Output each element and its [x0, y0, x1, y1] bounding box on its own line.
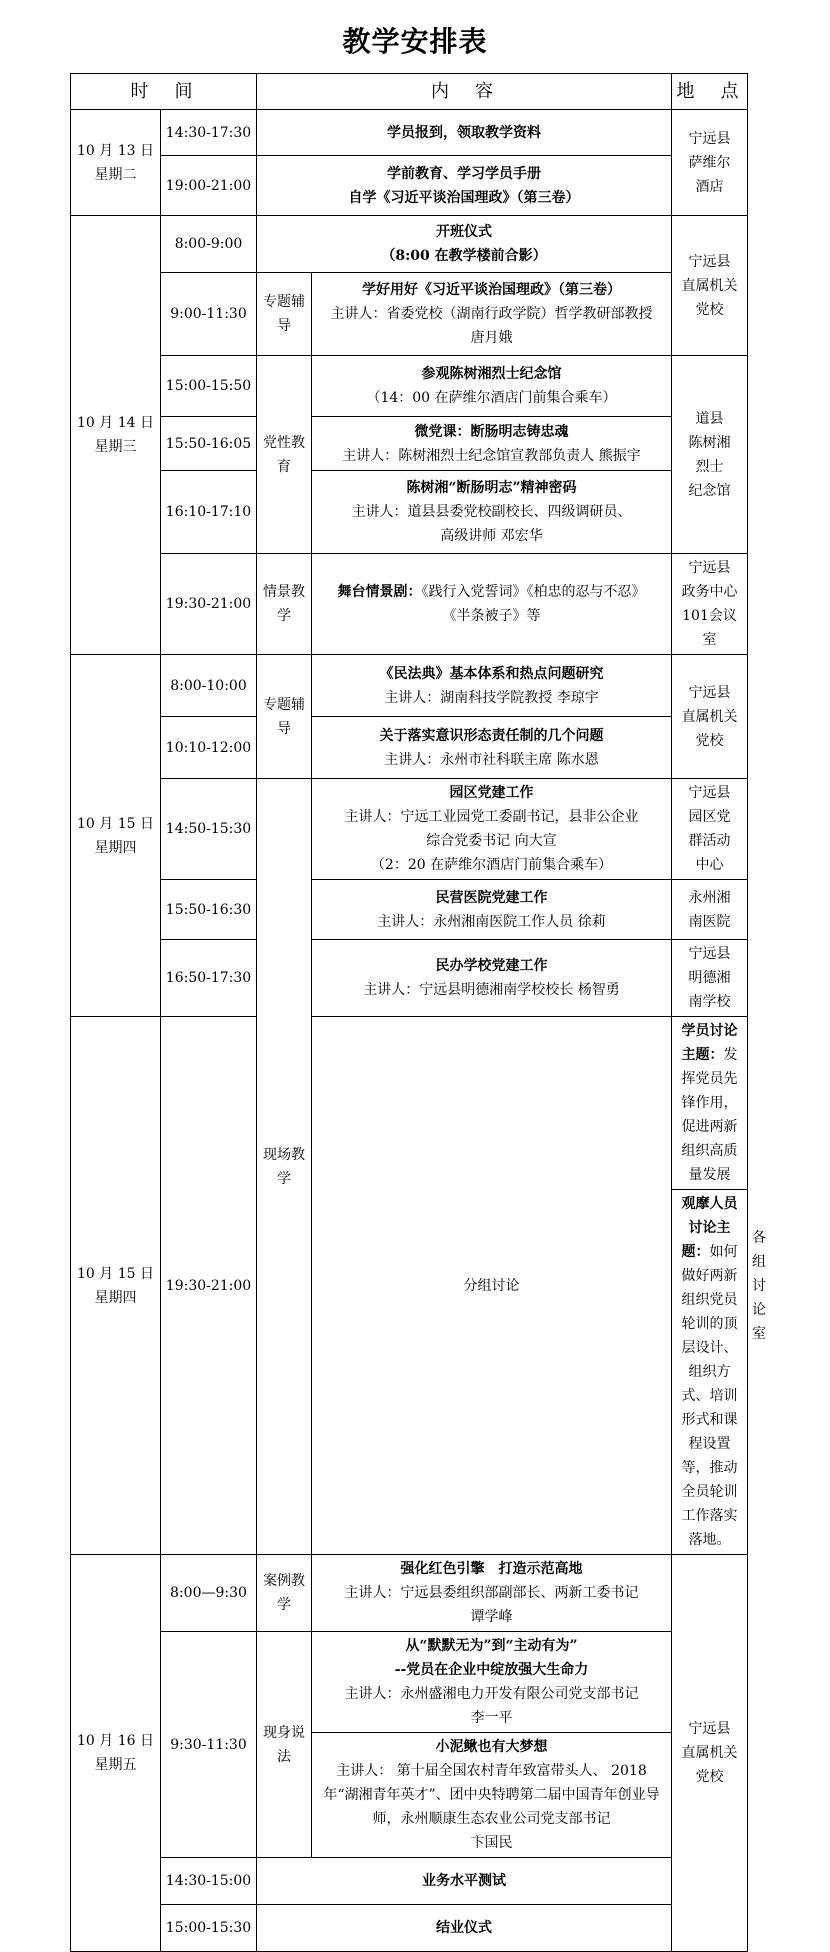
- session-detail: 主讲人：永州市社科联主席 陈水恩: [384, 751, 599, 768]
- content-cell: [312, 880, 672, 940]
- discussion-text: 如何做好两新组织党员轮训的顶层设计、组织方式、培训形式和课程设置等，推动全员轮训工作落实落地。: [681, 1244, 738, 1548]
- time-cell: 15:50-16:30: [161, 880, 257, 940]
- session-detail: 主讲人：陈树湘烈士纪念馆宣教部负责人 熊振宇: [342, 447, 641, 464]
- weekday: 星期三: [94, 439, 137, 455]
- place-line: 党校: [695, 1769, 724, 1785]
- place-cell: [672, 110, 748, 216]
- time-cell: 16:10-17:10: [161, 471, 257, 554]
- session-title: 民办学校党建工作: [435, 958, 548, 974]
- session-title: 《民法典》基本体系和热点问题研究: [379, 665, 604, 682]
- place-line: 室: [702, 632, 717, 648]
- table-row: [71, 1555, 748, 1632]
- session-detail: 主讲人：省委党校（湖南行政学院）哲学教研部教授: [330, 306, 653, 322]
- place-line: 萨维尔: [688, 154, 731, 171]
- discussion-topic-observers: [672, 1190, 747, 1554]
- time-cell: 9:00-11:30: [161, 273, 257, 356]
- date-cell: [71, 1017, 161, 1555]
- weekday: 星期五: [94, 1757, 137, 1773]
- time-cell: 19:00-21:00: [161, 156, 257, 216]
- session-title: 学好用好《习近平谈治国理政》（第三卷）: [362, 282, 621, 298]
- discussion-label: 学员讨论主题：: [681, 1023, 738, 1063]
- place-cell: [672, 1555, 748, 1952]
- session-title: 学员报到，领取教学资料: [387, 124, 541, 141]
- table-row: [71, 1858, 748, 1905]
- place-line: 宁远县: [688, 1721, 731, 1737]
- session-title: 开班仪式: [436, 224, 492, 240]
- session-detail: 卞国民: [470, 1835, 513, 1851]
- discussion-topic-students: [672, 1017, 747, 1190]
- session-title: （8:00 在教学楼前合影）: [381, 248, 547, 264]
- table-row: [71, 273, 748, 356]
- table-row: [71, 471, 748, 554]
- type-cell: 党性教育: [257, 356, 312, 554]
- table-row: [71, 1905, 748, 1952]
- place-cell: [672, 216, 748, 356]
- time-cell: 8:00—9:30: [161, 1555, 257, 1632]
- place-line: 宁远县: [688, 130, 731, 147]
- time-cell: 14:30-17:30: [161, 110, 257, 156]
- header-content: 内 容: [257, 74, 672, 110]
- place-cell: [672, 554, 748, 655]
- content-cell: [312, 655, 672, 717]
- type-cell: 现身说法: [257, 1632, 312, 1858]
- content-cell: [312, 717, 672, 779]
- place-cell: [672, 779, 748, 880]
- session-detail: 主讲人： 第十届全国农村青年致富带头人、 2018 年“湖湘青年英才”、团中央特聘第二届中国青年创业导师，永州顺康生态农业公司党支部书记: [323, 1763, 660, 1827]
- table-row: 10 月 15 日 星期四 19:30-21:00 分组讨论 学员讨论主题：发挥党员先锋作用，促进两新组织高质量发展 观摩人员讨论主题：如何做好两新组织党员轮训的顶层设计、组织方式、培训形式和课程设置等，推动全员轮训工作落实落地。 各组 讨论室: [71, 1017, 748, 1555]
- case-story-2: [312, 1733, 671, 1857]
- table-row: [71, 717, 748, 779]
- place-line: 宁远县: [688, 684, 731, 701]
- session-title: 园区党建工作: [449, 785, 534, 801]
- place-line: 宁远县: [688, 560, 731, 576]
- type-cell: 分组讨论: [312, 1017, 672, 1555]
- place-line: 永州湘: [688, 889, 731, 906]
- session-title-text: 《践行入党誓词》《柏忠的忍与不忍》: [421, 584, 646, 600]
- session-title: 陈树湘“断肠明志”精神密码: [406, 480, 577, 496]
- type-cell: 专题辅导: [257, 655, 312, 779]
- table-row: [71, 156, 748, 216]
- table-row: [71, 779, 748, 880]
- place-line: 直属机关: [681, 1745, 738, 1761]
- session-title: 自学《习近平谈治国理政》（第三卷）: [348, 189, 580, 206]
- place-line: 酒店: [695, 178, 724, 195]
- case-story-1: [312, 1632, 671, 1733]
- place-cell: [672, 940, 748, 1017]
- page-title: 教学安排表: [342, 25, 488, 58]
- session-detail: 主讲人：宁远县明德湘南学校校长 杨智勇: [363, 982, 620, 998]
- place-line: 中心: [695, 857, 724, 873]
- place-line: 101会议: [682, 608, 737, 624]
- table-row: [71, 554, 748, 655]
- session-title: 学前教育、学习学员手册: [387, 165, 541, 182]
- time-cell: 14:30-15:00: [161, 1858, 257, 1905]
- session-detail: 李一平: [470, 1710, 513, 1726]
- session-title: 微党课：断肠明志铸忠魂: [414, 423, 569, 440]
- date-cell: [71, 1555, 161, 1952]
- session-title: 业务水平测试: [422, 1873, 506, 1889]
- place-line: 纪念馆: [688, 482, 731, 499]
- table-row: [71, 940, 748, 1017]
- content-cell: [257, 216, 672, 273]
- time-cell: 15:50-16:05: [161, 417, 257, 471]
- session-title: --党员在企业中绽放强大生命力: [394, 1662, 589, 1678]
- header-time: 时 间: [71, 74, 257, 110]
- time-cell: 15:00-15:50: [161, 356, 257, 417]
- session-detail: 高级讲师 邓宏华: [440, 528, 543, 544]
- table-row: [71, 655, 748, 717]
- place-cell: [672, 655, 748, 779]
- session-title: 参观陈树湘烈士纪念馆: [421, 366, 562, 382]
- date-cell: [71, 110, 161, 216]
- content-cell: [312, 273, 672, 356]
- place-line: 党校: [695, 732, 724, 749]
- place-line: 宁远县: [688, 946, 731, 962]
- table-row: [71, 216, 748, 273]
- schedule-table: [70, 73, 766, 1952]
- date: 10 月 15 日: [77, 1265, 154, 1282]
- content-cell: [312, 471, 672, 554]
- content-cell: [312, 779, 672, 880]
- content-cell: [312, 940, 672, 1017]
- place-line: 直属机关: [681, 277, 738, 294]
- date: 10 月 14 日: [77, 415, 154, 431]
- discussion-label: 观摩人员讨论主题：: [681, 1196, 738, 1260]
- place-line: 南医院: [688, 913, 731, 930]
- content-cell: [312, 1555, 672, 1632]
- session-detail: 《半条被子》等: [442, 608, 541, 624]
- type-cell: 情景教学: [257, 554, 312, 655]
- content-cell: [257, 1858, 672, 1905]
- place-line: 群活动: [688, 833, 731, 849]
- session-title: 民营医院党建工作: [435, 889, 548, 906]
- content-cell: [312, 356, 672, 417]
- place-line: 宁远县: [688, 253, 731, 270]
- place-line: 园区党: [688, 809, 731, 825]
- content-cell: [312, 554, 672, 655]
- header-place: 地 点: [672, 74, 748, 110]
- session-title-prefix: 舞台情景剧：: [337, 584, 422, 600]
- weekday: 星期二: [94, 166, 137, 183]
- session-title: 关于落实意识形态责任制的几个问题: [379, 727, 604, 744]
- place-line: 宁远县: [688, 785, 731, 801]
- table-row: [71, 417, 748, 471]
- session-title: 结业仪式: [436, 1920, 492, 1936]
- time-cell: 19:30-21:00: [161, 1017, 257, 1555]
- session-detail: （2：20 在萨维尔酒店门前集合乘车）: [370, 857, 613, 873]
- date: 10 月 16 日: [77, 1733, 154, 1749]
- time-cell: 15:00-15:30: [161, 1905, 257, 1952]
- type-cell: 专题辅导: [257, 273, 312, 356]
- table-row: [71, 356, 748, 417]
- place-cell: [672, 356, 748, 554]
- session-title: 从“默默无为”到“主动有为”: [405, 1638, 578, 1654]
- place-line: 陈树湘: [688, 434, 731, 451]
- session-detail: 综合党委书记 向大宣: [426, 833, 557, 849]
- session-title: 小泥鳅也有大梦想: [435, 1739, 548, 1755]
- place-line: 直属机关: [681, 708, 738, 725]
- date: 10 月 13 日: [77, 142, 154, 159]
- content-cell: [312, 417, 672, 471]
- place-line: 道县: [695, 410, 724, 427]
- place-line: 明德湘: [688, 970, 731, 986]
- content-cell: [312, 1632, 672, 1858]
- time-cell: 19:30-21:00: [161, 554, 257, 655]
- weekday: 星期四: [94, 839, 137, 856]
- session-title: 强化红色引擎 打造示范高地: [400, 1561, 583, 1577]
- content-cell: [257, 156, 672, 216]
- type-cell: 现场教学: [257, 779, 312, 1555]
- table-row: [71, 1632, 748, 1858]
- date-cell: [71, 655, 161, 1017]
- time-cell: 9:30-11:30: [161, 1632, 257, 1858]
- place-cell: [672, 880, 748, 940]
- type-cell: 案例教学: [257, 1555, 312, 1632]
- time-cell: 8:00-10:00: [161, 655, 257, 717]
- date: 10 月 15 日: [77, 815, 154, 832]
- time-cell: 8:00-9:00: [161, 216, 257, 273]
- table-row: [71, 110, 748, 156]
- session-detail: 主讲人：永州盛湘电力开发有限公司党支部书记: [344, 1686, 639, 1702]
- time-cell: 16:50-17:30: [161, 940, 257, 1017]
- place-line: 政务中心: [681, 584, 738, 600]
- session-detail: 主讲人：永州湘南医院工作人员 徐莉: [377, 913, 606, 930]
- content-cell: [257, 110, 672, 156]
- session-detail: 主讲人：宁远县委组织部副部长、两新工委书记: [344, 1585, 639, 1601]
- session-detail: 主讲人：道县县委党校副校长、四级调研员、: [351, 504, 632, 520]
- content-cell: [672, 1017, 748, 1555]
- date-cell: [71, 216, 161, 655]
- place-line: 南学校: [688, 994, 731, 1010]
- table-row: [71, 880, 748, 940]
- session-detail: 主讲人：宁远工业园党工委副书记，县非公企业: [344, 809, 639, 825]
- place-line: 党校: [695, 301, 724, 318]
- content-cell: [257, 1905, 672, 1952]
- session-detail: 谭学峰: [470, 1609, 513, 1625]
- place-line: 烈士: [695, 458, 724, 475]
- weekday: 星期四: [94, 1289, 137, 1306]
- time-cell: 14:50-15:30: [161, 779, 257, 880]
- session-title: [316, 580, 667, 604]
- session-detail: 主讲人：湖南科技学院教授 李琼宇: [384, 689, 599, 706]
- discussion-text: 发挥党员先锋作用，促进两新组织高质量发展: [681, 1047, 738, 1183]
- session-detail: 唐月娥: [470, 330, 513, 346]
- session-detail: （14：00 在萨维尔酒店门前集合乘车）: [366, 390, 617, 406]
- time-cell: 10:10-12:00: [161, 717, 257, 779]
- header-row: [71, 74, 748, 110]
